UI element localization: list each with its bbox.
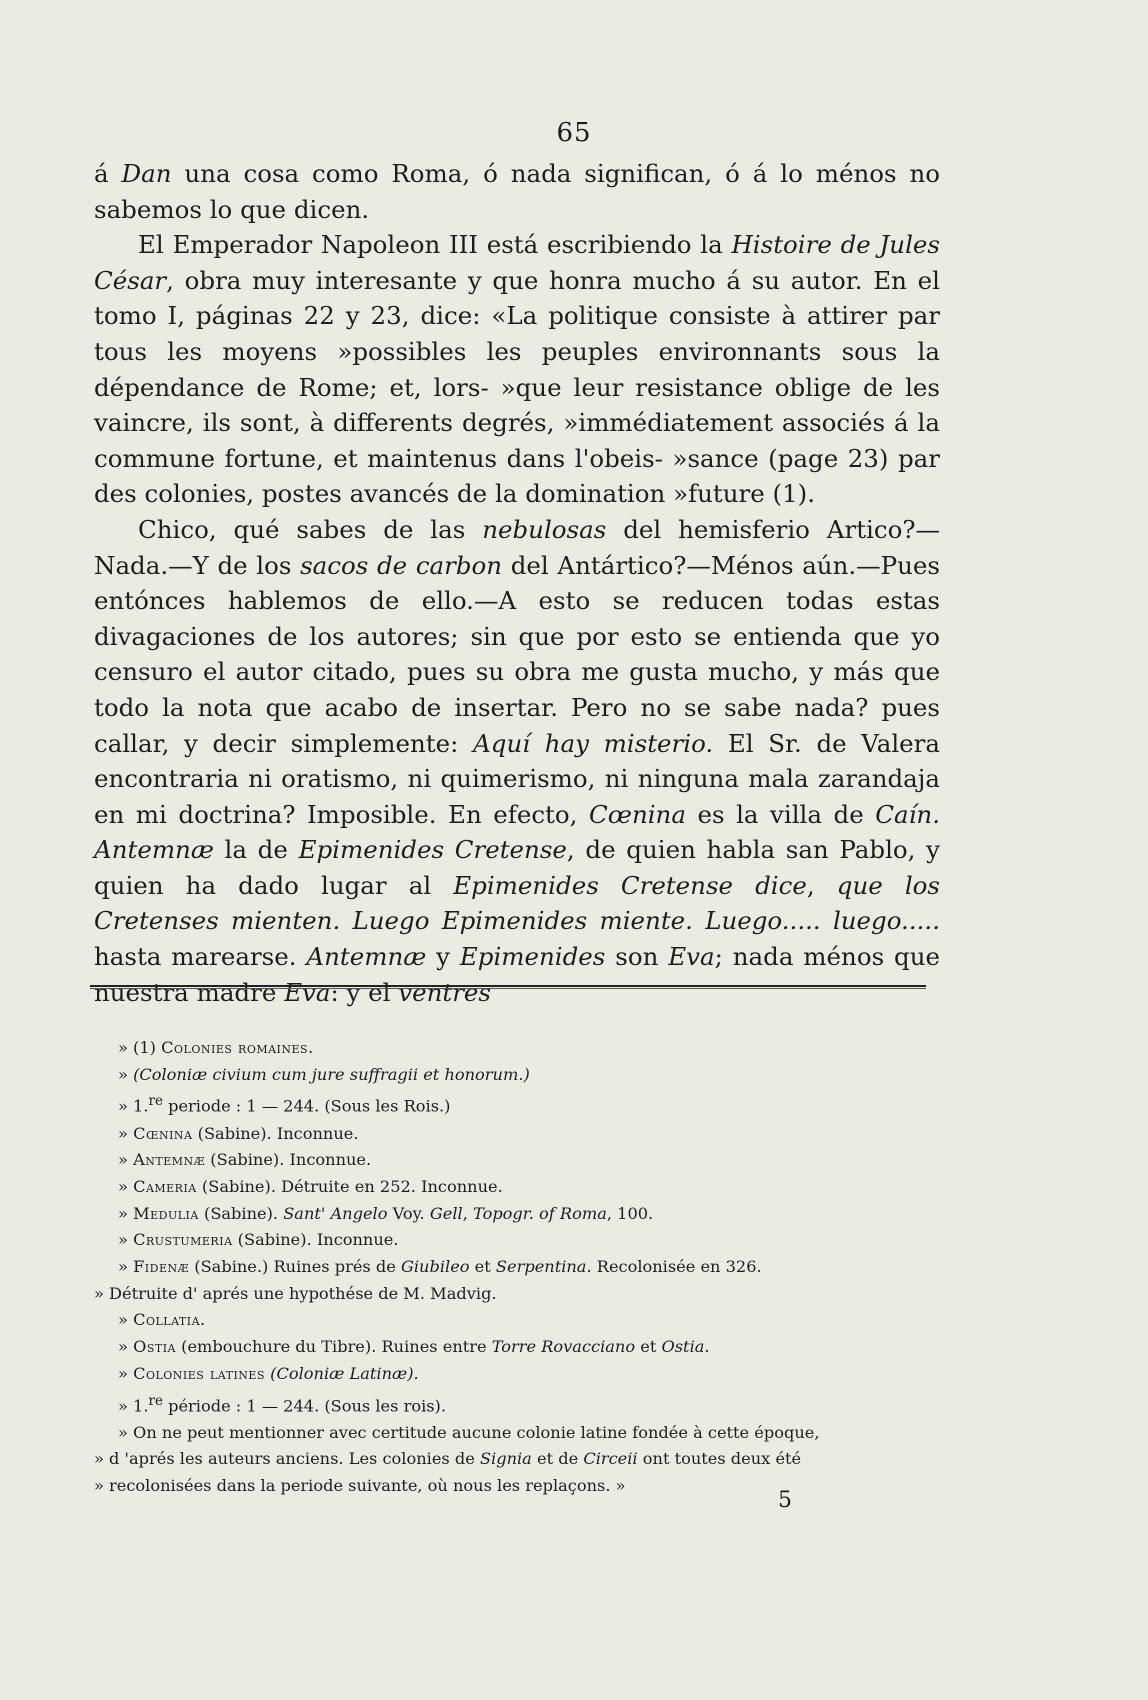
footnote-line (94, 1281, 942, 1308)
footnote-line (94, 1088, 942, 1120)
small-caps-text: Medulia (133, 1203, 199, 1223)
text: (Sabine). Inconnue. (232, 1230, 399, 1250)
small-caps-text: Colonies romaines. (161, 1038, 314, 1057)
text: et de (531, 1449, 584, 1469)
text: ont toutes deux été (637, 1449, 802, 1469)
italic-text: Circeii (583, 1449, 638, 1469)
text: del hemisferio Artico?—Nada.—Y de los (94, 514, 941, 580)
italic-text: Epimenides (459, 942, 606, 972)
text: El Emperador Napoleon III está escribiendo la (138, 230, 732, 260)
italic-text: sacos de carbon (300, 550, 503, 580)
text: » recolonisées dans la periode suivante, où nous les replaçons. » (94, 1476, 626, 1496)
small-caps-text: Ostia (133, 1337, 176, 1357)
footnote-line (94, 1174, 942, 1201)
text: , (462, 1203, 474, 1223)
text: » (1) (118, 1038, 162, 1057)
text: (Sabine). (198, 1203, 284, 1223)
text: » (118, 1363, 134, 1383)
italic-text: (Coloniæ civium cum jure suffragii et honorum.) (133, 1064, 530, 1084)
text: » (118, 1150, 134, 1170)
small-caps-text: Cœnina (133, 1123, 193, 1143)
text: » d 'aprés les auteurs anciens. Les colonies de (94, 1449, 480, 1469)
italic-text: Sant' Angelo (283, 1203, 388, 1223)
text: hasta marearse. (94, 942, 307, 972)
text: Chico, qué sabes de las (138, 514, 483, 544)
italic-text: (Coloniæ Latinæ). (270, 1363, 419, 1383)
small-caps-text: Antemnæ (133, 1150, 206, 1170)
italic-text: Epimenides Cretense dice (453, 870, 807, 900)
text: y (426, 942, 460, 972)
italic-text: Dan (121, 159, 172, 188)
footnote-line (94, 1254, 942, 1281)
text: » On ne peut mentionner avec certitude aucune colonie latine fondée à cette époque, (118, 1422, 820, 1442)
superscript: re (148, 1093, 163, 1110)
text: » (118, 1123, 134, 1143)
footnote-line (94, 1035, 942, 1062)
footnote-line (94, 1361, 942, 1388)
italic-text: Antemnæ (306, 942, 427, 972)
italic-text: Serpentina. (495, 1257, 592, 1277)
italic-text: Cœnina (588, 799, 686, 829)
footnote-line (94, 1201, 942, 1228)
text: (embouchure du Tibre). Ruines entre (176, 1337, 492, 1357)
small-caps-text: Crustumeria (133, 1230, 233, 1250)
italic-text: Antemnæ (94, 835, 214, 865)
footnote-line (94, 1446, 942, 1473)
footnote-line (94, 1473, 942, 1500)
footnote-line (94, 1420, 942, 1447)
text: » (118, 1064, 134, 1084)
italic-text: Aquí hay misterio. (473, 728, 714, 758)
text: Recolonisée en 326. (591, 1257, 762, 1277)
main-text (94, 156, 940, 1010)
text: » (118, 1310, 134, 1330)
footnote-line (94, 1062, 942, 1089)
italic-text: Histoire de Jules César (94, 230, 940, 295)
paragraph-2 (94, 227, 940, 512)
footnotes (94, 1035, 942, 1500)
text: El Sr. de Valera encontraria ni oratismo, ni quimerismo, ni ninguna mala zarandaja en mi doctrina? Imposible. En efecto, (94, 728, 940, 829)
italic-text: Giubileo (400, 1257, 470, 1277)
italic-text: que los Cretenses mienten. Luego Epimenides miente. Luego..... luego..... (94, 870, 940, 936)
italic-text: Caín. (875, 799, 940, 829)
text: » 1. (118, 1395, 149, 1415)
small-caps-text: Fidenæ (133, 1257, 190, 1277)
text: ; nada ménos que nuestra madre (94, 942, 940, 1007)
italic-text: Eva (668, 942, 715, 972)
italic-text: Epimenides Cretense (298, 835, 567, 865)
italic-text: Topogr. of Roma (473, 1203, 607, 1223)
text: » 1. (118, 1096, 149, 1116)
text: (Sabine). Inconnue. (192, 1123, 359, 1143)
text: et (635, 1337, 662, 1357)
text: (Sabine). Détruite en 252. Inconnue. (196, 1176, 503, 1196)
text: son (605, 942, 669, 972)
text: » (118, 1337, 134, 1357)
footnote-line (94, 1388, 942, 1420)
italic-text: nebulosas (482, 514, 607, 544)
text: es la villa de (685, 799, 876, 829)
text: » (118, 1203, 134, 1223)
text: » (118, 1257, 134, 1277)
text: (Sabine.) Ruines prés de (189, 1257, 401, 1277)
footnote-line (94, 1121, 942, 1148)
italic-text: Eva (284, 977, 331, 1007)
italic-text: Signia (479, 1449, 532, 1469)
italic-text: ventres (398, 977, 491, 1007)
footnote-line (94, 1147, 942, 1174)
superscript: re (148, 1392, 163, 1409)
footnote-separator (90, 985, 926, 989)
text: période : 1 — 244. (Sous les rois). (162, 1395, 447, 1415)
text: la de (213, 835, 299, 865)
text: » (118, 1230, 134, 1250)
text: : y el (330, 977, 399, 1007)
text: et (469, 1257, 496, 1277)
paragraph-1 (94, 156, 940, 227)
text: , de quien habla san Pablo, y quien ha dado lugar al (94, 835, 940, 900)
text: del Antártico?—Ménos aún.—Pues entónces hablemos de ello.—A esto se reducen todas estas divagaciones de los autores; sin que por esto se entienda que yo censuro el autor citado, pues su obra me gusta mucho, y más que todo la nota que acabo de insertar. Pero no se sabe nada? pues callar, y decir simplemente: (94, 550, 940, 758)
text: Voy. (387, 1203, 430, 1223)
footnote-line (94, 1334, 942, 1361)
text: , (806, 870, 837, 900)
small-caps-text: Colonies latines (133, 1363, 265, 1383)
page-number: 65 (556, 118, 592, 148)
small-caps-text: Collatia. (133, 1310, 206, 1330)
footnote-line (94, 1307, 942, 1334)
text: á (94, 159, 122, 188)
italic-text: Torre Rovacciano (491, 1337, 636, 1357)
italic-text: Gell (429, 1203, 463, 1223)
text: , 100. (606, 1203, 654, 1223)
small-caps-text: Cameria (133, 1176, 197, 1196)
text: » Détruite d' aprés une hypothése de M. Madvig. (94, 1283, 497, 1303)
signature-mark: 5 (778, 1488, 792, 1513)
text: , obra muy interesante y que honra mucho á su autor. En el tomo I, páginas 22 y 23, dice: «La politique consiste à attirer par tous les moyens »possibles les peuples environnants sous la dépendance de Rome; et, lors- »que leur resistance oblige de les vaincre, ils sont, à differents degrés, »immédiatement associés á la commune fortune, et maintenus dans l'obeis- »sance (page 23) par des colonies, postes avancés de la domination »future (1). (94, 265, 940, 509)
footnote-line (94, 1227, 942, 1254)
paragraph-3 (94, 512, 940, 1010)
text: (Sabine). Inconnue. (205, 1150, 372, 1170)
text: periode : 1 — 244. (Sous les Rois.) (162, 1096, 451, 1116)
text: » (118, 1176, 134, 1196)
text: una cosa como Roma, ó nada significan, ó á lo ménos no sabemos lo que dicen. (94, 159, 940, 224)
italic-text: Ostia. (661, 1337, 710, 1357)
